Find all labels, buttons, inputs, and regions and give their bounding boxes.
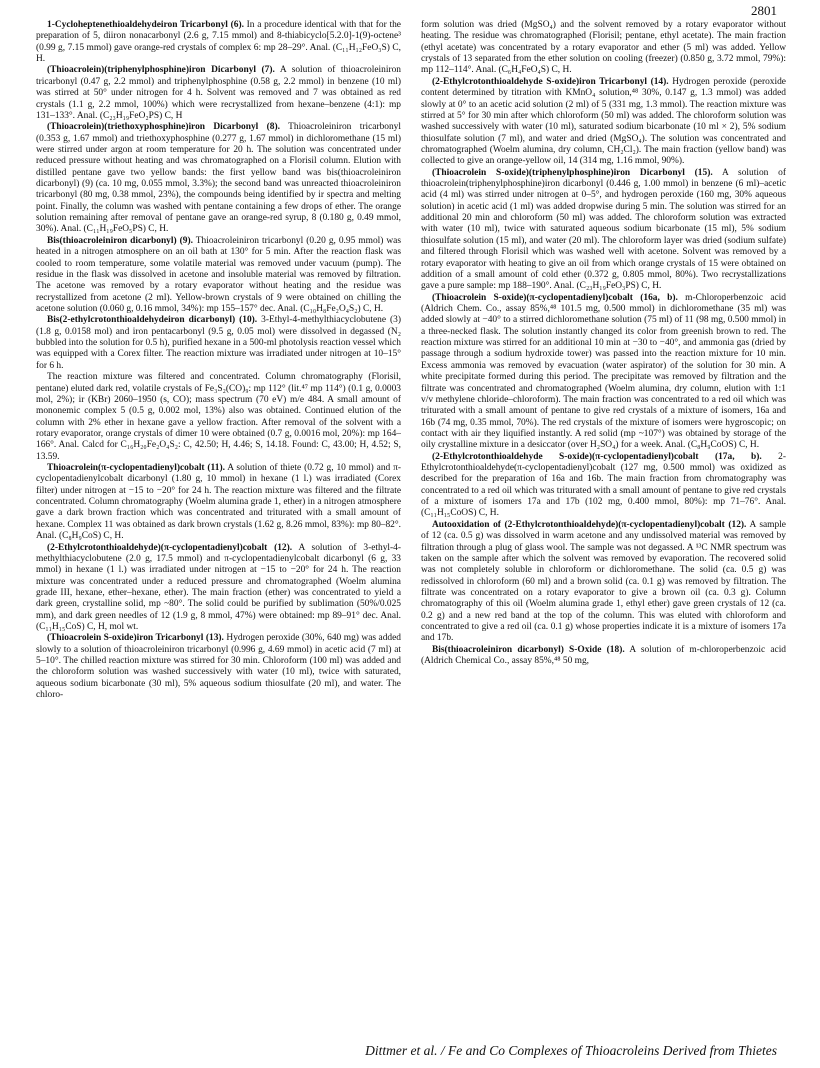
paragraph	[36, 463, 401, 543]
section-heading: (Thioacrolein S-oxide)(π-cyclopentadienyl)cobalt (16a, b).	[432, 292, 678, 303]
paragraph-text: The reaction mixture was filtered and concentrated. Column chromatography (Florisil, pentane) eluted dark red, volatile crystals of Fe₃S₂(CO)₉: mp 112° (lit.⁴⁷ mp 114°) (0.1 g, 0.0003 mol, 2%); ir (KBr) 2060–1950 (s, CO); mass spectrum (70 eV) m/e 484. A small amount of mononemic complex 5 (0.5 g, 0.002 mol, 13%) also was obtained. Continued elution of the column with 2% ether in hexane gave a yellow fraction. After removal of the solvent with a rotary evaporator, orange crystals of dimer 10 were obtained (0.7 g, 0.0016 mol, 20%): mp 164–166°. Anal. Calcd for C₁₆H₂₀Fe₂O₄S₂: C, 42.50; H, 4.46; S, 14.18. Found: C, 43.00; H, 4.52; S, 13.59.	[36, 372, 401, 462]
paragraph	[421, 520, 786, 645]
paragraph-text: m-Chloroperbenzoic acid (Aldrich Chem. Co., assay 85%,⁴⁸ 101.5 mg, 0.500 mmol) in dichloromethane (35 ml) was added slowly at −40° to a stirred dichloromethane solution (75 ml) of 11 (98 mg, 0.500 mmol) in a three-necked flask. The solution instantly changed its color from greenish brown to red. The reaction mixture was stirred for an additional 10 min at −30 to −40°, and ammonia gas (dried by passage through a sodium hydroxide tower) was passed into the reaction mixture for 10 min. Excess ammonia was removed by evacuation (water aspirator) of the solution for 30 min. A white precipitate formed during this period. The precipitate was removed by filtration and the filtrate was concentrated and chromatographed (Woelm alumina, dry column, elution with 1:1 v/v methylene chloride–chloroform). The main fraction was concentrated to a red oil which was triturated with a small amount of pentane to give red crystals of a mixture of isomers, 16a and 16b (74 mg, 0.35 mmol, 70%). The red crystals of the mixture of isomers were hygroscopic; on contact with air they liquified instantly. A red solid (mp ~107°) was obtained by storage of the oily crystalline mixture in a desiccator (over H₂SO₄) for a week. Anal. (C₈H₉CoOS) C, H.	[421, 292, 786, 451]
paragraph-text: form solution was dried (MgSO₄) and the solvent removed by a rotary evaporator without heating. The residue was chromatographed (Florisil; pentane, ethyl acetate). The main fraction (ethyl acetate) was concentrated by a rotary evaporator and ether (5 ml) was added. Yellow crystals of 13 separated from the ether solution on cooling (freezer) (0.850 g, 3.72 mmol, 79%): mp 112–114°. Anal. (C₆H₄FeO₄S) C, H.	[421, 20, 786, 76]
section-heading: Bis(thioacroleiniron dicarbonyl) (9).	[47, 235, 193, 246]
section-heading: (Thioacrolein)(triphenylphosphine)iron Dicarbonyl (7).	[47, 65, 275, 76]
paragraph-text: In a procedure identical with that for the preparation of 5, diiron nonacarbonyl (2.6 g, 7.15 mmol) and 8-thiabicyclo[5.2.0]-1(9)-octene³ (0.99 g, 7.15 mmol) gave orange-red crystals of complex 6: mp 28–29°. Anal. (C₁₁H₁₂FeO₃S) C, H.	[36, 20, 401, 65]
right-column	[421, 20, 786, 1030]
paragraph	[36, 633, 401, 701]
section-heading: (Thioacrolein)(triethoxyphosphine)iron Dicarbonyl (8).	[47, 122, 280, 133]
paragraph	[36, 315, 401, 372]
section-heading: (2-Ethylcrotonthioaldehyde S-oxide)iron Tricarbonyl (14).	[432, 76, 669, 87]
paragraph-text: A solution of m-chloroperbenzoic acid (Aldrich Chemical Co., assay 85%,⁴⁸ 50 mg,	[421, 644, 786, 667]
paragraph-text: A sample of 12 (ca. 0.5 g) was dissolved in warm acetone and any undissolved material was removed by filtration through a plug of glass wool. The sample was not degassed. A ¹³C NMR spectrum was taken on the sample after which the solvent was removed by evaporation. The recovered solid was not completely soluble in chloroform or dichloromethane. The solid (ca. 0.5 g) was redissolved in chloroform (60 ml) and a brown solid (ca. 0.1 g) was removed by filtration. The filtrate was concentrated on a rotary evaporator to give a brown oil (ca. 0.3 g). Column chromatography of this oil (Woelm alumina grade 1, ethyl ether) gave green crystals of 12 (ca. 0.2 g) and a new red band at the top of the column. This was eluted with chloroform and concentrated to give a red oil (ca. 0.1 g) whose properties indicate it is a mixture of isomers 17a and 17b.	[421, 519, 786, 644]
paragraph	[36, 543, 401, 634]
paragraph-text: Hydrogen peroxide (30%, 640 mg) was added slowly to a solution of thioacroleiniron tricarbonyl (0.996 g, 4.69 mmol) in acetic acid (7 ml) at 5–10°. The chilled reaction mixture was stirred for 30 min. Chloroform (100 ml) was added and the chloroform solution was washed successively with water (10 ml), twice with saturated, aqueous sodium bicarbonate (30 ml), 5% aqueous sodium thiosulfate (20 ml), and water. The chloro-	[36, 633, 401, 701]
paragraph-text: Hydrogen peroxide (peroxide content determined by titration with KMnO₄ solution,⁴⁸ 30%, 0.147 g, 1.3 mmol) was added slowly at 0° to an acetic acid solution (2 ml) of 5 (331 mg, 1.3 mmol). The reaction mixture was stirred at 5° for 30 min after which chloroform (50 ml) was added. The chloroform solution was washed successively with water (10 ml), saturated sodium bicarbonate (10 ml × 2), 5% sodium thiosulfate solution (7 ml), and water and dried (MgSO₄). The solution was concentrated and chromatographed (Woelm alumina, dry column, CH₂Cl₂). The main fraction (yellow band) was collected to give an orange-yellow oil, 14 (314 mg, 1.16 mmol, 90%).	[421, 76, 786, 167]
paragraph	[36, 65, 401, 122]
section-heading: Bis(2-ethylcrotonthioaldehydeiron dicarbonyl) (10).	[47, 315, 258, 326]
two-column-body	[36, 20, 786, 1030]
paragraph	[421, 645, 786, 668]
paragraph-text: A solution of 3-ethyl-4-methylthiacyclobutene (2.0 g, 17.5 mmol) and π-cyclopentadienylcobalt dicarbonyl (6 g, 33 mmol) in hexane (1 l.) was irradiated under nitrogen at −15 to −20° for 24 h. The reaction mixture was concentrated under a reduced pressure and chromatographed (Woelm alumina grade III, hexane, ether–hexane, ether). The main fraction (ether) was concentrated to yield a dark green, crystalline solid, mp ~80°. The solid could be purified by sublimation (50%/0.025 mm), and dark green needles of 12 (1.9 g, 8 mmol, 47%) were obtained: mp 89–91° dec. Anal. (C₁₁H₁₅CoS) C, H, mol wt.	[36, 542, 401, 633]
paragraph	[421, 77, 786, 168]
paragraph-text: 2-Ethylcrotonthioaldehyde(π-cyclopentadienyl)cobalt (127 mg, 0.500 mmol) was oxidized as described for the preparation of 16a and 16b. The main fraction from chromatography was concentrated to a red oil which was triturated with a small amount of pentane to give red crystals of a mixture of isomers 17a and 17b (102 mg, 0.400 mmol, 80%): mp 71–76°. Anal. (C₁₁H₁₅CoOS) C, H.	[421, 451, 786, 519]
section-heading: (2-Ethylcrotonthioaldehyde)(π-cyclopentadienyl)cobalt (12).	[47, 542, 293, 553]
paragraph-text: A solution of thioacroleiniron tricarbonyl (0.47 g, 2.2 mmol) and triphenylphosphine (0.58 g, 2.2 mmol) in benzene (10 ml) was stirred at 50° under nitrogen for 4 h. Solvent was removed and 7 was obtained as red crystals (1.1 g, 2.2 mmol, 100%) which were recrystallized from hexane–benzene (4:1): mp 131–133°. Anal. (C₂₃H₁₉FeO₂PS) C, H	[36, 65, 401, 121]
paragraph-text: A solution of thiete (0.72 g, 10 mmol) and π-cyclopentadienylcobalt dicarbonyl (1.80 g, 10 mmol) in hexane (1 l.) was irradiated (Corex filter) under nitrogen at −15 to −20° for 24 h. The reaction mixture was filtered and the filtrate concentrated. Column chromatography (Woelm alumina grade 1, ether) in a nitrogen atmosphere gave a dark brown fraction which was concentrated and triturated with a small amount of hexane. Complex 11 was obtained as dark brown crystals (1.62 g, 8.26 mmol, 83%): mp 80–82°. Anal. (C₈H₉CoS) C, H.	[36, 463, 401, 542]
paragraph	[36, 372, 401, 463]
paragraph-text: Thioacroleiniron tricarbonyl (0.353 g, 1.67 mmol) and triethoxyphosphine (0.277 g, 1.67 mmol) in dichloromethane (15 ml) were stirred under argon at room temperature for 20 h. The solution was concentrated under reduced pressure without heating and was chromatographed on a Florisil column. Elution with distilled pentane gave two yellow bands: the first yellow band was bis(thioacroleiniron dicarbonyl) (9) (ca. 10 mg, 0.055 mmol, 3.3%); the second band was unreacted thioacroleiniron tricarbonyl (80 mg, 0.38 mmol, 23%), the compounds being identified by ir spectra and melting point. Finally, the column was washed with pentane containing a few drops of ether. The orange solution remaining after removal of pentane gave an orange-red syrup, 8 (0.180 g, 0.49 mmol, 30%). Anal. (C₁₁H₁₉FeO₅PS) C, H.	[36, 122, 401, 235]
page-number: 2801	[751, 3, 777, 18]
running-footer: Dittmer et al. / Fe and Co Complexes of Thioacroleins Derived from Thietes	[365, 1043, 777, 1058]
section-heading: Autooxidation of (2-Ethylcrotonthioaldehyde)(π-cyclopentadienyl)cobalt (12).	[432, 519, 747, 530]
paragraph	[421, 168, 786, 293]
section-heading: (2-Ethylcrotonthioaldehyde S-oxide)(π-cyclopentadienyl)cobalt (17a, b).	[432, 451, 762, 462]
section-heading: Bis(thioacroleiniron dicarbonyl) S-Oxide (18).	[432, 644, 625, 655]
paragraph-text: A solution of thioacrolein(triphenylphosphine)iron dicarbonyl (0.446 g, 1.00 mmol) in benzene (6 ml)–acetic acid (4 ml) was stirred under nitrogen at 0–5°, and hydrogen peroxide (160 mg, 30% aqueous solution) in acetic acid (1 ml) was added dropwise during 5 min. The solution was stirred for an additional 20 min and chloroform (50 ml) was added. The chloroform solution was extracted with water (10 ml), twice with saturated aqueous sodium bicarbonate (15 ml), 5% sodium thiosulfate solution (15 ml), and water (20 ml). The chloroform layer was dried (sodium sulfate) and filtered through Florisil which was washed well with acetone. Solvent was removed by a rotary evaporator with heating to give an oil from which orange crystals of 15 were obtained on addition of a small amount of cold ether (0.372 g, 0.805 mmol, 80%). Two recrystallizations gave a pure sample: mp 188–190°. Anal. (C₂₃H₁₉FeO₃PS) C, H.	[421, 167, 786, 292]
paragraph	[36, 236, 401, 316]
section-heading: (Thioacrolein S-oxide)(triphenylphosphine)iron Dicarbonyl (15).	[432, 167, 713, 178]
paragraph	[421, 452, 786, 520]
left-column	[36, 20, 401, 1030]
section-heading: 1-Cycloheptenethioaldehydeiron Tricarbonyl (6).	[47, 20, 244, 30]
paragraph-text: Thioacroleiniron tricarbonyl (0.20 g, 0.95 mmol) was heated in a nitrogen atmosphere on an oil bath at 130° for 5 min. After the reaction flask was cooled to room temperature, some volatile material was removed under vacuum (pump). The residue in the flask was dissolved in acetone and insoluble material was removed by filtration. The acetone was removed by a rotary evaporator without heating and the residue was recrystallized from acetone (2 ml). Yellow-brown crystals of 9 were obtained on chilling the acetone solution (0.060 g, 0.16 mmol, 34%): mp 155–157° dec. Anal. (C₁₀H₈Fe₂O₄S₂) C, H.	[36, 235, 401, 314]
section-heading: Thioacrolein(π-cyclopentadienyl)cobalt (11).	[47, 463, 225, 474]
paragraph	[36, 122, 401, 236]
paragraph	[421, 293, 786, 452]
paragraph	[421, 20, 786, 77]
paragraph-text: 3-Ethyl-4-methylthiacyclobutene (3) (1.8 g, 0.0158 mol) and iron pentacarbonyl (9.5 g, 0.05 mol) were dissolved in degassed (N₂ bubbled into the solution for 0.5 h), purified hexane in a 500-ml photolysis reaction vessel which was equipped with a Corex filter. The reaction mixture was irradiated under nitrogen at 10–15° for 6 h.	[36, 315, 401, 371]
section-heading: (Thioacrolein S-oxide)iron Tricarbonyl (13).	[47, 633, 224, 644]
paragraph	[36, 20, 401, 65]
